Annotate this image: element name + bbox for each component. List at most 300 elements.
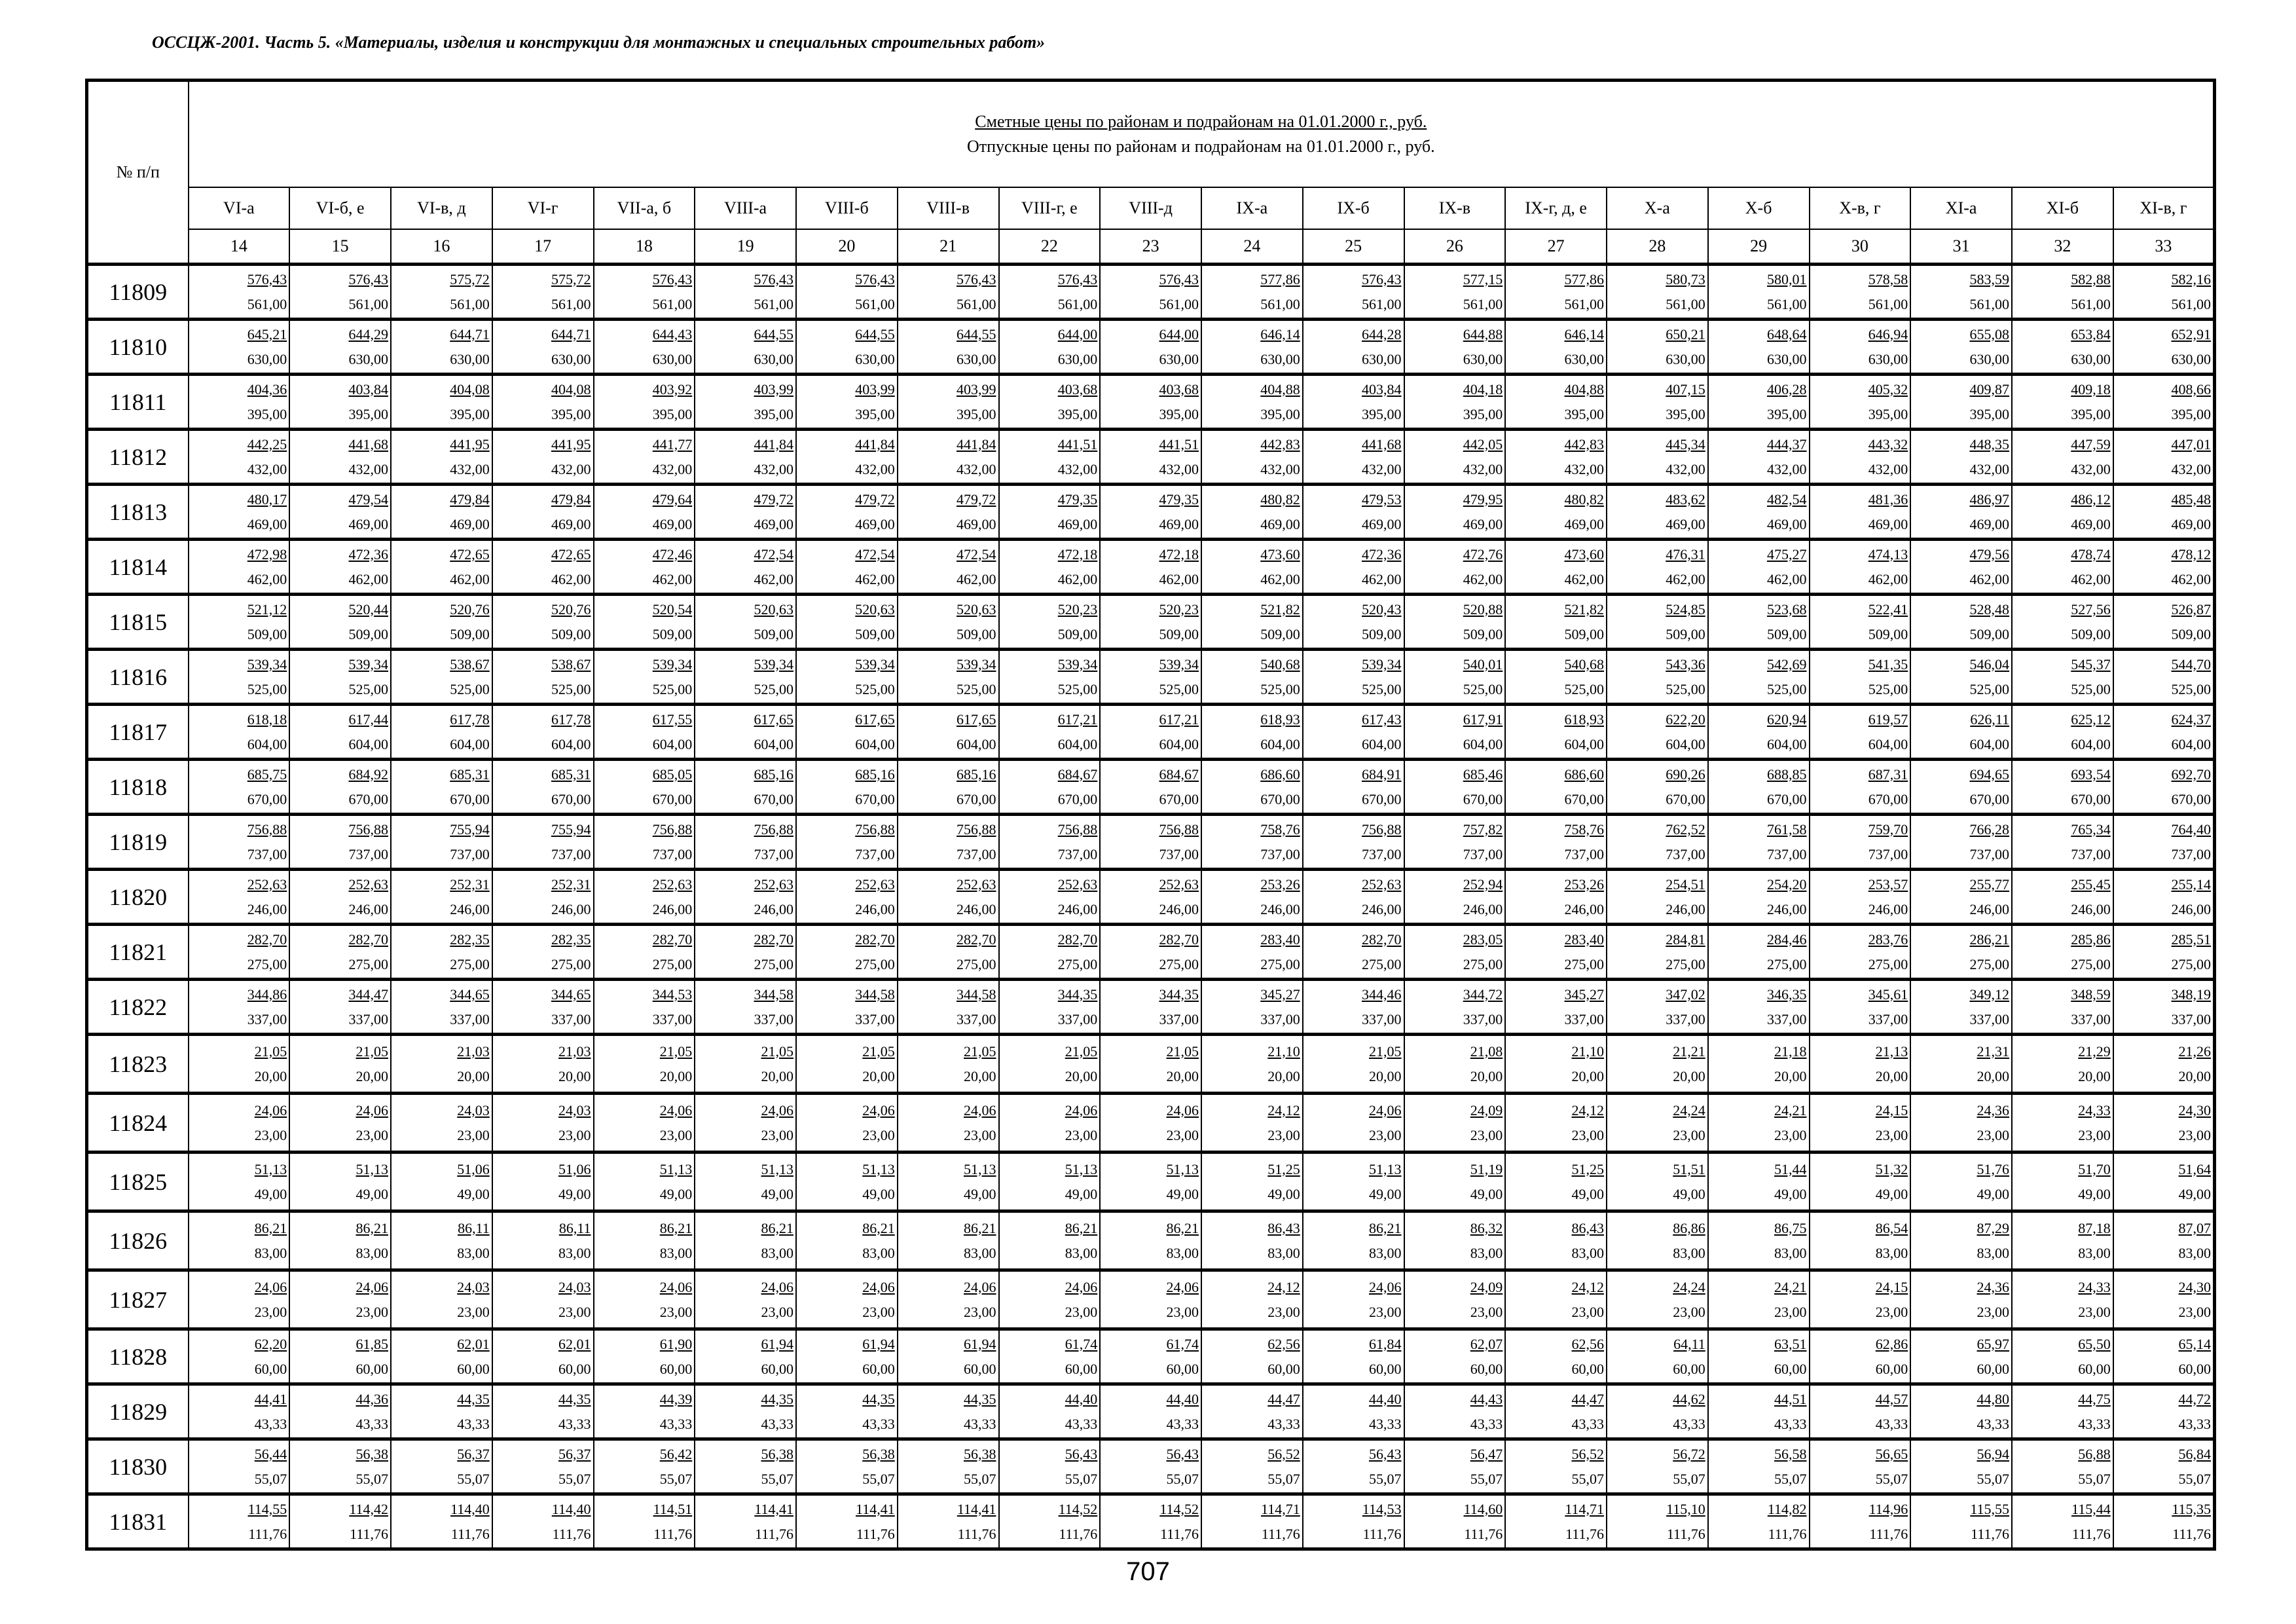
estimated-price: 520,63 [754,600,793,618]
release-price: 43,33 [2078,1415,2111,1432]
estimated-price: 21,21 [1673,1043,1705,1060]
price-cell [1201,1439,1303,1494]
estimated-price: 441,84 [957,435,996,452]
price-cell [2012,815,2113,870]
estimated-price: 24,33 [2078,1101,2111,1118]
release-price: 111,76 [450,1525,490,1542]
release-price: 337,00 [1564,1010,1604,1027]
price-cell [492,1211,594,1270]
region-header: VIII-а [695,187,796,229]
release-price: 525,00 [652,680,693,697]
price-cell [1505,870,1607,925]
release-price: 469,00 [1868,515,1908,532]
estimated-price: 24,24 [1673,1101,1705,1118]
price-cell [898,1439,999,1494]
release-price: 604,00 [652,735,693,752]
release-price: 43,33 [1470,1415,1503,1432]
price-cell [2113,760,2215,815]
release-price: 604,00 [450,735,490,752]
estimated-price: 24,03 [558,1278,591,1295]
price-cell [1910,1094,2012,1153]
release-price: 509,00 [1767,625,1807,642]
release-price: 43,33 [1065,1415,1098,1432]
region-header: XI-в, г [2113,187,2215,229]
price-cell [898,265,999,320]
release-price: 469,00 [450,515,490,532]
estimated-price: 344,65 [450,986,490,1003]
price-cell [1100,705,1201,760]
price-cell [2012,485,2113,540]
price-cell [695,1384,796,1439]
price-cell [1607,815,1708,870]
estimated-price: 62,20 [254,1335,287,1352]
column-number: 25 [1303,229,1404,265]
price-cell [1100,485,1201,540]
estimated-price: 21,05 [1065,1043,1098,1060]
estimated-price: 520,63 [957,600,996,618]
price-cell [289,375,391,430]
estimated-price: 756,88 [1159,821,1199,838]
price-cell [1810,1270,1911,1329]
release-price: 60,00 [1875,1360,1908,1377]
price-cell [1100,430,1201,485]
release-price: 275,00 [1463,955,1503,972]
price-cell [898,870,999,925]
estimated-price: 56,37 [558,1445,591,1462]
estimated-price: 541,35 [1868,655,1908,673]
estimated-price: 619,57 [1868,710,1908,728]
row-number: 11816 [87,650,189,705]
price-cell [2012,650,2113,705]
release-price: 83,00 [1875,1244,1908,1261]
estimated-price: 756,88 [855,821,895,838]
estimated-price: 441,95 [450,435,490,452]
release-price: 670,00 [1767,790,1807,807]
release-price: 83,00 [1369,1244,1402,1261]
estimated-price: 56,43 [1369,1445,1402,1462]
price-cell [1607,375,1708,430]
estimated-price: 21,03 [457,1043,490,1060]
estimated-price: 479,84 [450,490,490,507]
estimated-price: 765,34 [2071,821,2111,838]
estimated-price: 409,18 [2071,380,2111,397]
price-cell [1100,375,1201,430]
price-cell [1910,1035,2012,1094]
release-price: 525,00 [1362,680,1402,697]
estimated-price: 576,43 [1362,270,1402,287]
estimated-price: 472,54 [957,545,996,563]
release-price: 246,00 [348,900,388,917]
release-price: 469,00 [1969,515,2009,532]
column-number: 22 [999,229,1101,265]
price-cell [796,760,898,815]
estimated-price: 441,51 [1159,435,1199,452]
release-price: 604,00 [754,735,793,752]
estimated-price: 51,13 [1369,1160,1402,1177]
estimated-price: 441,68 [1362,435,1402,452]
estimated-price: 645,21 [247,325,287,342]
price-cell [1810,1329,1911,1384]
estimated-price: 44,35 [558,1390,591,1407]
estimated-price: 44,35 [964,1390,996,1407]
release-price: 337,00 [1362,1010,1402,1027]
estimated-price: 51,19 [1470,1160,1503,1177]
price-cell [695,705,796,760]
region-header: XI-б [2012,187,2113,229]
price-cell [695,430,796,485]
estimated-price: 252,63 [855,876,895,893]
estimated-price: 644,29 [348,325,388,342]
estimated-price: 349,12 [1969,986,2009,1003]
release-price: 246,00 [1564,900,1604,917]
price-cell [1910,320,2012,375]
price-cell [594,320,695,375]
price-cell [999,1439,1101,1494]
release-price: 630,00 [450,350,490,367]
release-price: 23,00 [1166,1126,1199,1143]
release-price: 55,07 [1875,1470,1908,1487]
estimated-price: 24,06 [1065,1278,1098,1295]
release-price: 246,00 [450,900,490,917]
release-price: 111,76 [1666,1525,1705,1542]
release-price: 275,00 [1260,955,1300,972]
release-price: 525,00 [1159,680,1199,697]
estimated-price: 441,84 [754,435,793,452]
price-cell [391,705,492,760]
estimated-price: 764,40 [2171,821,2212,838]
release-price: 23,00 [1470,1303,1503,1320]
price-cell [2012,925,2113,980]
release-price: 23,00 [1267,1303,1300,1320]
release-price: 23,00 [2078,1126,2111,1143]
price-cell [1201,1211,1303,1270]
price-cell [796,430,898,485]
release-price: 275,00 [1362,955,1402,972]
price-cell [2012,980,2113,1035]
release-price: 737,00 [1767,845,1807,862]
price-cell [999,320,1101,375]
price-cell [695,540,796,595]
release-price: 60,00 [1065,1360,1098,1377]
release-price: 83,00 [964,1244,996,1261]
column-number: 14 [189,229,290,265]
estimated-price: 473,60 [1564,545,1604,563]
release-price: 49,00 [1977,1185,2009,1202]
release-price: 275,00 [2071,955,2111,972]
estimated-price: 472,54 [855,545,895,563]
price-cell [1708,1035,1810,1094]
release-price: 737,00 [1463,845,1503,862]
price-cell [289,650,391,705]
region-header: IX-г, д, е [1505,187,1607,229]
price-cell [1910,1439,2012,1494]
column-number: 23 [1100,229,1201,265]
row-number: 11820 [87,870,189,925]
estimated-price: 520,54 [652,600,693,618]
release-price: 275,00 [348,955,388,972]
estimated-price: 24,36 [1977,1278,2009,1295]
price-cell [289,1153,391,1211]
price-cell [796,1270,898,1329]
estimated-price: 21,05 [862,1043,895,1060]
price-cell [1910,540,2012,595]
price-cell [189,1153,290,1211]
price-cell [898,705,999,760]
estimated-price: 21,05 [1369,1043,1402,1060]
release-price: 462,00 [247,570,287,587]
estimated-price: 24,06 [254,1101,287,1118]
price-cell [695,1211,796,1270]
price-cell [492,980,594,1035]
estimated-price: 655,08 [1969,325,2009,342]
release-price: 737,00 [1362,845,1402,862]
document-header: ОССЦЖ-2001. Часть 5. «Материалы, изделия и конструкции для монтажных и специальных строительных работ» [152,33,1046,52]
region-header: VII-а, б [594,187,695,229]
region-header: VIII-в [898,187,999,229]
release-price: 83,00 [1673,1244,1705,1261]
estimated-price: 255,14 [2171,876,2212,893]
price-cell [189,320,290,375]
release-price: 469,00 [1159,515,1199,532]
release-price: 525,00 [2171,680,2212,697]
estimated-price: 576,43 [247,270,287,287]
row-number: 11818 [87,760,189,815]
price-cell [2113,1094,2215,1153]
price-cell [796,595,898,650]
price-cell [1201,1094,1303,1153]
estimated-price: 86,21 [964,1219,996,1236]
price-cell [796,1035,898,1094]
estimated-price: 24,06 [659,1101,693,1118]
estimated-price: 56,44 [254,1445,287,1462]
price-cell [796,375,898,430]
release-price: 20,00 [1470,1067,1503,1084]
estimated-price: 255,45 [2071,876,2111,893]
price-cell [695,760,796,815]
release-price: 509,00 [1868,625,1908,642]
row-number: 11830 [87,1439,189,1494]
price-cell [189,485,290,540]
estimated-price: 283,40 [1564,931,1604,948]
estimated-price: 479,72 [957,490,996,507]
release-price: 337,00 [652,1010,693,1027]
price-cell [999,1384,1101,1439]
price-cell [2113,485,2215,540]
estimated-price: 479,53 [1362,490,1402,507]
price-cell [391,815,492,870]
estimated-price: 441,84 [855,435,895,452]
price-cell [999,375,1101,430]
price-cell [1708,485,1810,540]
release-price: 23,00 [1065,1126,1098,1143]
price-cell [1303,1270,1404,1329]
price-cell [2012,870,2113,925]
estimated-price: 646,14 [1260,325,1300,342]
release-price: 395,00 [2071,405,2111,422]
release-price: 432,00 [754,460,793,477]
estimated-price: 539,34 [1057,655,1098,673]
estimated-price: 283,05 [1463,931,1503,948]
release-price: 23,00 [558,1126,591,1143]
price-cell [289,1494,391,1549]
column-number: 28 [1607,229,1708,265]
release-price: 525,00 [1666,680,1705,697]
release-price: 111,76 [2172,1525,2212,1542]
price-cell [1607,320,1708,375]
price-cell [796,705,898,760]
estimated-price: 539,34 [1159,655,1199,673]
price-cell [898,1035,999,1094]
price-table-title [189,81,2215,188]
price-cell [1708,650,1810,705]
estimated-price: 523,68 [1767,600,1807,618]
release-price: 23,00 [862,1303,895,1320]
price-cell [2113,320,2215,375]
release-price: 561,00 [754,295,793,312]
release-price: 55,07 [2178,1470,2212,1487]
column-number: 18 [594,229,695,265]
table-row [87,870,2215,925]
estimated-price: 521,82 [1564,600,1604,618]
release-price: 246,00 [2071,900,2111,917]
estimated-price: 472,76 [1463,545,1503,563]
estimated-price: 86,11 [458,1219,490,1236]
price-cell [492,485,594,540]
price-cell [1201,430,1303,485]
row-number: 11827 [87,1270,189,1329]
release-price: 275,00 [1159,955,1199,972]
estimated-price: 617,55 [652,710,693,728]
release-price: 111,76 [957,1525,996,1542]
price-cell [1404,485,1506,540]
price-cell [1505,265,1607,320]
price-cell [189,870,290,925]
release-price: 561,00 [348,295,388,312]
release-price: 432,00 [2071,460,2111,477]
release-price: 246,00 [1362,900,1402,917]
estimated-price: 441,95 [551,435,591,452]
region-header-row [87,187,2215,229]
estimated-price: 44,35 [457,1390,490,1407]
estimated-price: 472,36 [1362,545,1402,563]
price-cell [999,595,1101,650]
estimated-price: 576,43 [1159,270,1199,287]
price-cell [1100,1270,1201,1329]
estimated-price: 576,43 [855,270,895,287]
estimated-price: 756,88 [652,821,693,838]
estimated-price: 403,84 [1362,380,1402,397]
release-price: 337,00 [1868,1010,1908,1027]
release-price: 111,76 [1971,1525,2009,1542]
release-price: 60,00 [1166,1360,1199,1377]
price-cell [1404,870,1506,925]
row-number: 11824 [87,1094,189,1153]
release-price: 395,00 [1463,405,1503,422]
row-number: 11819 [87,815,189,870]
region-header: IX-в [1404,187,1506,229]
estimated-price: 472,18 [1057,545,1098,563]
price-cell [1100,595,1201,650]
estimated-price: 44,41 [254,1390,287,1407]
price-cell [1404,595,1506,650]
release-price: 525,00 [1463,680,1503,697]
estimated-price: 24,09 [1470,1278,1503,1295]
price-cell [594,705,695,760]
price-cell [1708,980,1810,1035]
estimated-price: 24,21 [1774,1278,1807,1295]
price-cell [1404,1035,1506,1094]
estimated-price: 644,55 [855,325,895,342]
estimated-price: 24,06 [355,1278,388,1295]
estimated-price: 528,48 [1969,600,2009,618]
estimated-price: 86,21 [1065,1219,1098,1236]
release-price: 43,33 [761,1415,793,1432]
estimated-price: 544,70 [2171,655,2212,673]
price-cell [695,1094,796,1153]
release-price: 432,00 [551,460,591,477]
estimated-price: 56,43 [1166,1445,1199,1462]
estimated-price: 575,72 [450,270,490,287]
estimated-price: 252,63 [247,876,287,893]
release-price: 395,00 [1564,405,1604,422]
release-price: 561,00 [1463,295,1503,312]
estimated-price: 115,35 [2172,1500,2212,1517]
estimated-price: 56,88 [2078,1445,2111,1462]
table-row [87,1211,2215,1270]
estimated-price: 479,56 [1969,545,2009,563]
price-cell [289,705,391,760]
release-price: 509,00 [247,625,287,642]
estimated-price: 21,03 [558,1043,591,1060]
release-price: 462,00 [1260,570,1300,587]
price-cell [1505,595,1607,650]
price-cell [796,815,898,870]
release-price: 23,00 [862,1126,895,1143]
estimated-price: 448,35 [1969,435,2009,452]
release-price: 525,00 [551,680,591,697]
price-cell [189,1035,290,1094]
release-price: 49,00 [1571,1185,1604,1202]
estimated-price: 56,42 [659,1445,693,1462]
price-cell [1708,430,1810,485]
release-price: 43,33 [254,1415,287,1432]
estimated-price: 285,51 [2171,931,2212,948]
release-price: 462,00 [1868,570,1908,587]
release-price: 23,00 [2178,1126,2212,1143]
price-cell [1100,265,1201,320]
price-cell [1201,760,1303,815]
estimated-price: 86,11 [558,1219,591,1236]
release-price: 395,00 [855,405,895,422]
price-cell [492,1329,594,1384]
price-cell [796,1494,898,1549]
estimated-price: 87,29 [1977,1219,2009,1236]
release-price: 462,00 [1463,570,1503,587]
release-price: 509,00 [348,625,388,642]
estimated-price: 252,63 [348,876,388,893]
estimated-price: 86,43 [1267,1219,1300,1236]
release-price: 395,00 [247,405,287,422]
estimated-price: 577,86 [1564,270,1604,287]
price-cell [1910,375,2012,430]
price-cell [1404,1094,1506,1153]
release-price: 275,00 [1564,955,1604,972]
release-price: 275,00 [754,955,793,972]
estimated-price: 44,40 [1065,1390,1098,1407]
estimated-price: 348,19 [2171,986,2212,1003]
price-cell [2012,1035,2113,1094]
price-cell [189,815,290,870]
